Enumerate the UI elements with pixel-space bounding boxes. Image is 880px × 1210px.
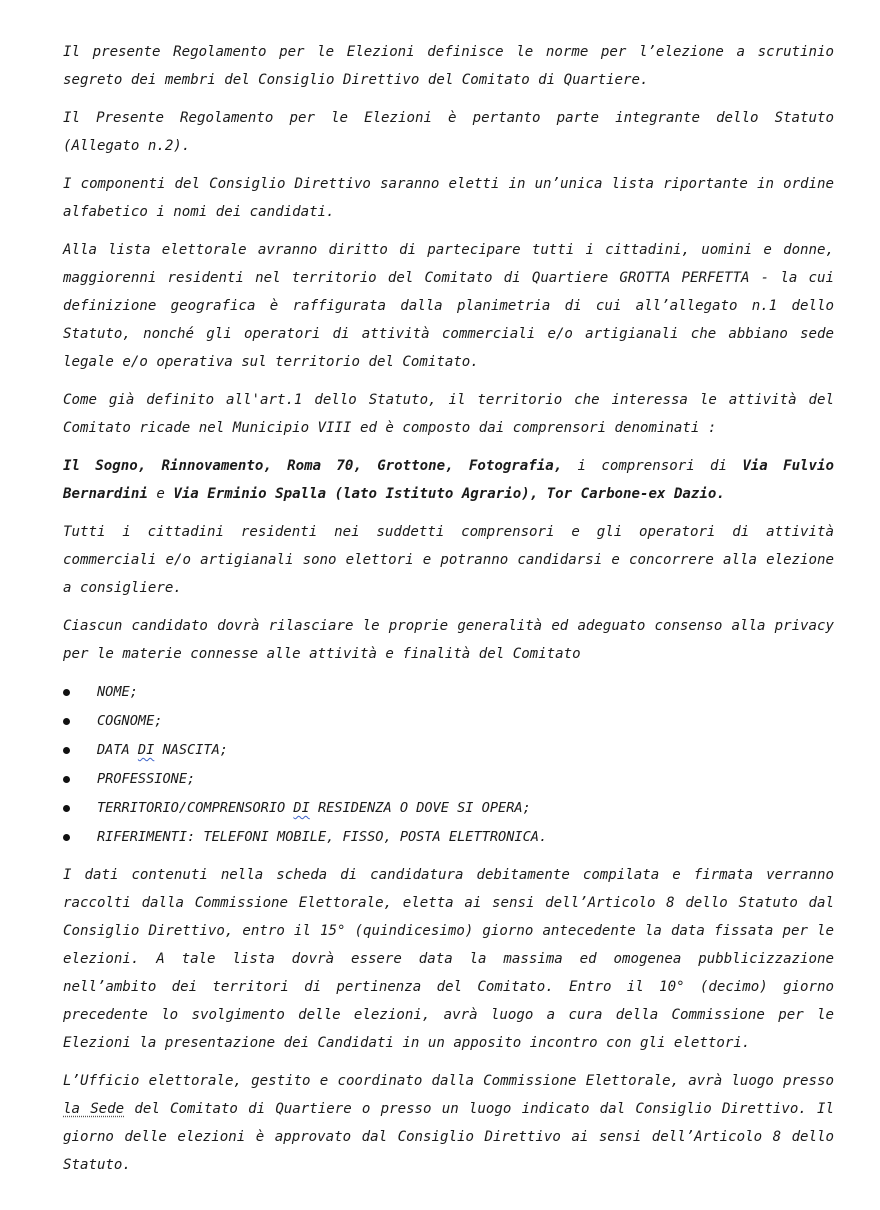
list-item: COGNOME; bbox=[63, 707, 834, 736]
paragraph-candidate-data: Ciascun candidato dovrà rilasciare le proprie generalità ed adeguato consenso alla privacy per le materie connesse alle attività e finalità del Comitato bbox=[63, 618, 834, 662]
paragraph-electoral-rights: Alla lista elettorale avranno diritto di partecipare tutti i cittadini, uomini e donne, maggiorenni residenti nel territorio del Comitato di Quartiere GROTTA PERFETTA - la cui definizione geografica è raffigurata dalla planimetria di cui all’allegato n.1 dello Statuto, nonché gli operatori di attività commerciali e/o artigianali che abbiano sede legale e/o operativa sul territorio del Comitato. bbox=[63, 242, 834, 370]
spellcheck-mark: DI bbox=[293, 800, 310, 816]
comprensori-names-2: Via Fulvio Bernardini bbox=[63, 458, 835, 502]
bullet-icon bbox=[63, 805, 70, 812]
bullet-icon bbox=[63, 747, 70, 754]
paragraph-single-list: I componenti del Consiglio Direttivo saranno eletti in un’unica lista riportante in ordine alfabetico i nomi dei candidati. bbox=[63, 176, 834, 220]
comprensori-names-1: Il Sogno, Rinnovamento, Roma 70, Grottone, Fotografia, bbox=[63, 458, 563, 474]
bullet-icon bbox=[63, 689, 70, 696]
bullet-icon bbox=[63, 776, 70, 783]
comprensori-names-3: Via Erminio Spalla (lato Istituto Agrario), Tor Carbone-ex Dazio. bbox=[173, 486, 725, 502]
list-item: PROFESSIONE; bbox=[63, 765, 834, 794]
list-item: TERRITORIO/COMPRENSORIO DI RESIDENZA O DOVE SI OPERA; bbox=[63, 794, 834, 823]
paragraph-comprensori bbox=[63, 452, 834, 508]
list-item: NOME; bbox=[63, 678, 834, 707]
document-page bbox=[63, 38, 834, 1189]
grammar-mark: la Sede bbox=[63, 1101, 125, 1117]
paragraph-territory: Come già definito all'art.1 dello Statuto, il territorio che interessa le attività del Comitato ricade nel Municipio VIII ed è composto dai comprensori denominati : bbox=[63, 392, 834, 436]
comprensori-connector-2: e bbox=[147, 486, 174, 502]
spellcheck-mark: DI bbox=[137, 742, 155, 758]
paragraph-intro: Il presente Regolamento per le Elezioni definisce le norme per l’elezione a scrutinio segreto dei membri del Consiglio Direttivo del Comitato di Quartiere. bbox=[63, 44, 834, 88]
list-item: DATA DI NASCITA; bbox=[63, 736, 834, 765]
paragraph-commission: I dati contenuti nella scheda di candidatura debitamente compilata e firmata verranno raccolti dalla Commissione Elettorale, eletta ai sensi dell’Articolo 8 dello Statuto dal Consiglio Direttivo, entro il 15° (quindicesimo) giorno antecedente la data fissata per le elezioni. A tale lista dovrà essere data la massima ed omogenea pubblicizzazione nell’ambito dei territori di pertinenza del Comitato. Entro il 10° (decimo) giorno precedente lo svolgimento delle elezioni, avrà luogo a cura della Commissione per le Elezioni la presentazione dei Candidati in un apposito incontro con gli elettori. bbox=[63, 867, 834, 1051]
paragraph-residents: Tutti i cittadini residenti nei suddetti comprensori e gli operatori di attività commerciali e/o artigianali sono elettori e potranno candidarsi e concorrere alla elezione a consigliere. bbox=[63, 524, 834, 596]
bullet-icon bbox=[63, 718, 70, 725]
candidate-fields-list bbox=[63, 678, 834, 852]
bullet-icon bbox=[63, 834, 70, 841]
paragraph-statute-annex: Il Presente Regolamento per le Elezioni è pertanto parte integrante dello Statuto (Allegato n.2). bbox=[63, 110, 834, 154]
paragraph-electoral-office: L’Ufficio elettorale, gestito e coordinato dalla Commissione Elettorale, avrà luogo presso la Sede del Comitato di Quartiere o presso un luogo indicato dal Consiglio Direttivo. Il giorno delle elezioni è approvato dal Consiglio Direttivo ai sensi dell’Articolo 8 dello Statuto. bbox=[63, 1073, 834, 1173]
comprensori-connector-1: i comprensori di bbox=[562, 458, 743, 474]
list-item: RIFERIMENTI: TELEFONI MOBILE, FISSO, POSTA ELETTRONICA. bbox=[63, 823, 834, 852]
